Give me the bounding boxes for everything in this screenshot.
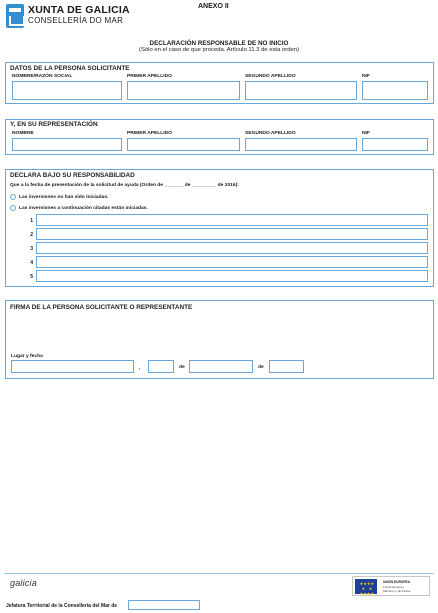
row-number: 3 bbox=[30, 246, 33, 252]
applicant-surname2-label: SEGUNDO APELLIDO bbox=[245, 74, 296, 79]
place-date-label: Lugar y fecha bbox=[11, 354, 43, 359]
territorial-office-label: Jefatura Territorial de la Consellería del Mar de bbox=[6, 603, 118, 609]
applicant-nif-label: NIF bbox=[362, 74, 370, 79]
option-started-radio[interactable] bbox=[10, 205, 16, 211]
comma-separator: , bbox=[139, 366, 141, 371]
representative-surname1-label: PRIMER APELLIDO bbox=[127, 131, 172, 136]
eu-fund-label: Fondo Europeo bbox=[383, 585, 404, 589]
brand-department: CONSELLERÍA DO MAR bbox=[28, 16, 124, 25]
representative-nif-field[interactable] bbox=[362, 138, 428, 151]
investment-row-field-1[interactable] bbox=[36, 214, 428, 226]
declaration-intro: Que a la fecha de presentación de la solicitud de ayuda (Orden de _______ de _________ de 2016): bbox=[10, 183, 239, 188]
eu-fund-sublabel: Marítimo y de Pesca bbox=[383, 589, 411, 593]
investment-row-field-5[interactable] bbox=[36, 270, 428, 282]
applicant-surname1-label: PRIMER APELLIDO bbox=[127, 74, 172, 79]
place-field[interactable] bbox=[11, 360, 134, 373]
applicant-name-field[interactable] bbox=[12, 81, 122, 100]
signature-section-title: FIRMA DE LA PERSONA SOLICITANTE O REPRESENTANTE bbox=[10, 304, 193, 311]
document-title: DECLARACIÓN RESPONSABLE DE NO INICIO bbox=[149, 40, 289, 47]
applicant-section-title: DATOS DE LA PERSONA SOLICITANTE bbox=[10, 65, 130, 72]
eu-flag-icon bbox=[355, 579, 377, 594]
representative-surname2-field[interactable] bbox=[245, 138, 357, 151]
investment-row-field-4[interactable] bbox=[36, 256, 428, 268]
option-started-label: Las inversiones a continuación citadas están iniciadas. bbox=[19, 206, 148, 211]
eu-stars-icon: ★★★★ ★ ★ ★★★★ bbox=[359, 581, 375, 596]
representative-nif-label: NIF bbox=[362, 131, 370, 136]
row-number: 4 bbox=[30, 260, 33, 266]
xunta-shield-logo bbox=[6, 4, 24, 28]
representative-surname2-label: SEGUNDO APELLIDO bbox=[245, 131, 296, 136]
investment-row-field-2[interactable] bbox=[36, 228, 428, 240]
galicia-logo: galicia bbox=[10, 578, 37, 588]
applicant-surname1-field[interactable] bbox=[127, 81, 240, 100]
year-field[interactable] bbox=[269, 360, 304, 373]
de-label-1: de bbox=[179, 365, 185, 370]
de-label-2: de bbox=[258, 365, 264, 370]
investment-row-field-3[interactable] bbox=[36, 242, 428, 254]
declaration-section-title: DECLARA BAJO SU RESPONSABILIDAD bbox=[10, 172, 135, 179]
option-not-started-radio[interactable] bbox=[10, 194, 16, 200]
annex-label: ANEXO II bbox=[198, 3, 229, 10]
eu-funding-logo bbox=[352, 576, 430, 596]
option-not-started-label: Las inversiones no han sido iniciadas. bbox=[19, 195, 109, 200]
row-number: 1 bbox=[30, 218, 33, 224]
row-number: 2 bbox=[30, 232, 33, 238]
territorial-office-field[interactable] bbox=[128, 600, 200, 610]
representative-name-field[interactable] bbox=[12, 138, 122, 151]
row-number: 5 bbox=[30, 274, 33, 280]
applicant-surname2-field[interactable] bbox=[245, 81, 357, 100]
day-field[interactable] bbox=[148, 360, 174, 373]
representative-name-label: NOMBRE bbox=[12, 131, 34, 136]
eu-label: UNIÓN EUROPEA bbox=[383, 580, 410, 584]
applicant-name-label: NOMBRE/RAZÓN SOCIAL bbox=[12, 74, 73, 79]
month-field[interactable] bbox=[189, 360, 253, 373]
brand-name: XUNTA DE GALICIA bbox=[28, 4, 130, 16]
representative-surname1-field[interactable] bbox=[127, 138, 240, 151]
footer-divider bbox=[4, 573, 434, 574]
document-subtitle: (Sólo en el caso de que proceda. Artículo 11.3 de esta orden) bbox=[138, 47, 300, 53]
applicant-nif-field[interactable] bbox=[362, 81, 428, 100]
representative-section-title: Y, EN SU REPRESENTACIÓN bbox=[10, 121, 98, 128]
